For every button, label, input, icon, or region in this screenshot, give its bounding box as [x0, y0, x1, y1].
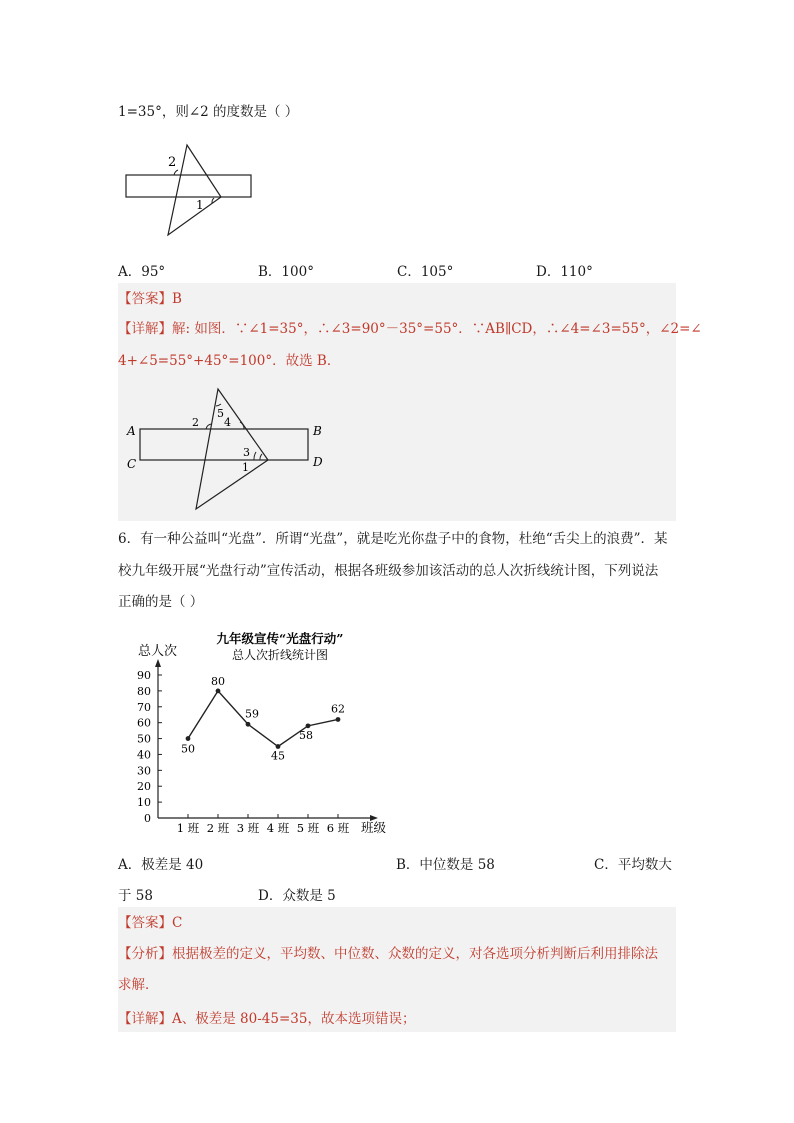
q6-option-c-cont: 于 58 [118, 888, 153, 904]
chart-ylabel: 总人次 [138, 644, 178, 659]
q5-stem: 1=35°，则∠2 的度数是（ ） [118, 104, 299, 120]
q6-option-b: B．中位数是 58 [396, 857, 495, 873]
q6-detail-line1: 【详解】A、极差是 80-45=35，故本选项错误； [118, 1011, 416, 1027]
fig1-rectangle [126, 175, 251, 197]
x-tick-label: 6 班 [326, 821, 350, 835]
chart-title: 九年级宣传“光盘行动” [216, 631, 344, 646]
y-tick-label: 80 [137, 684, 151, 698]
q6-stem-line2: 校九年级开展“光盘行动”宣传活动，根据各班级参加该活动的总人次折线统计图，下列说法 [118, 563, 659, 579]
q5-detail-line1: 【详解】解: 如图．∵∠1=35°，∴∠3=90°－35°=55°．∵AB∥CD，∴∠4=∠3=55°，∠2=∠ [118, 321, 702, 337]
q5-option-d: D．110° [536, 264, 593, 280]
data-label: 62 [331, 702, 345, 716]
y-axis-arrow [155, 659, 161, 667]
fig2-rectangle [140, 429, 308, 460]
x-tick-label: 1 班 [176, 821, 200, 835]
q5-detail-line2: 4+∠5=55°+45°=100°．故选 B． [118, 353, 341, 369]
data-point [276, 744, 281, 749]
q5-option-c: C．105° [397, 264, 454, 280]
q6-stem-line1: 6．有一种公益叫“光盘”．所谓“光盘”，就是吃光你盘子中的食物，杜绝“舌尖上的浪费”．某 [118, 531, 668, 547]
data-point [186, 736, 191, 741]
x-tick-label: 5 班 [296, 821, 320, 835]
fig1-label-1: 1 [196, 198, 204, 212]
y-tick-label: 90 [137, 669, 151, 682]
data-label: 50 [181, 742, 195, 756]
y-tick-label: 20 [137, 780, 151, 794]
q5-answer: 【答案】B [118, 291, 182, 307]
y-tick-label: 60 [137, 716, 151, 730]
data-point [246, 722, 251, 727]
q6-option-c: C．平均数大 [594, 857, 672, 873]
q6-line-chart [118, 625, 408, 840]
q5-figure [120, 142, 260, 242]
fig2-label-C: C [127, 457, 137, 471]
y-tick-label: 40 [137, 748, 151, 762]
x-tick-label: 2 班 [206, 821, 230, 835]
fig2-label-2: 2 [192, 416, 199, 429]
q6-answer: 【答案】C [118, 915, 183, 931]
q6-stem-line3: 正确的是（ ） [118, 594, 204, 610]
x-tick-label: 3 班 [236, 821, 260, 835]
data-label: 45 [271, 749, 285, 763]
data-label: 80 [211, 674, 225, 688]
fig1-label-2: 2 [168, 155, 177, 170]
x-tick-label: 4 班 [266, 821, 290, 835]
q5-option-b: B．100° [258, 264, 314, 280]
fig2-label-B: B [313, 424, 322, 438]
data-label: 58 [299, 728, 313, 742]
y-tick-label: 0 [144, 812, 151, 825]
q6-option-d: D．众数是 5 [258, 888, 336, 904]
fig2-label-5: 5 [217, 407, 224, 420]
chart-xlabel: 班级 [361, 820, 387, 835]
series-line [188, 691, 338, 747]
q6-analysis-line1: 【分析】根据极差的定义，平均数、中位数、众数的定义，对各选项分析判断后利用排除法 [118, 946, 658, 962]
fig2-triangle [196, 389, 268, 509]
y-tick-label: 70 [137, 700, 151, 714]
fig2-label-4: 4 [224, 416, 231, 429]
y-tick-label: 10 [137, 796, 151, 810]
q5-option-a: A．95° [118, 264, 166, 280]
fig2-label-D: D [313, 455, 323, 469]
fig2-label-1: 1 [242, 461, 249, 474]
fig2-label-A: A [127, 424, 136, 438]
data-point [336, 717, 341, 722]
data-label: 59 [245, 707, 259, 721]
q5-figure-2 [120, 384, 330, 514]
chart-subtitle: 总人次折线统计图 [231, 648, 329, 662]
y-tick-label: 30 [137, 764, 151, 778]
fig2-label-3: 3 [243, 446, 250, 459]
q6-option-a: A．极差是 40 [118, 857, 204, 873]
y-tick-label: 50 [137, 732, 151, 746]
data-point [306, 723, 311, 728]
q6-analysis-line2: 求解． [118, 977, 159, 993]
fig1-arc-2 [174, 170, 178, 175]
data-point [216, 688, 221, 693]
